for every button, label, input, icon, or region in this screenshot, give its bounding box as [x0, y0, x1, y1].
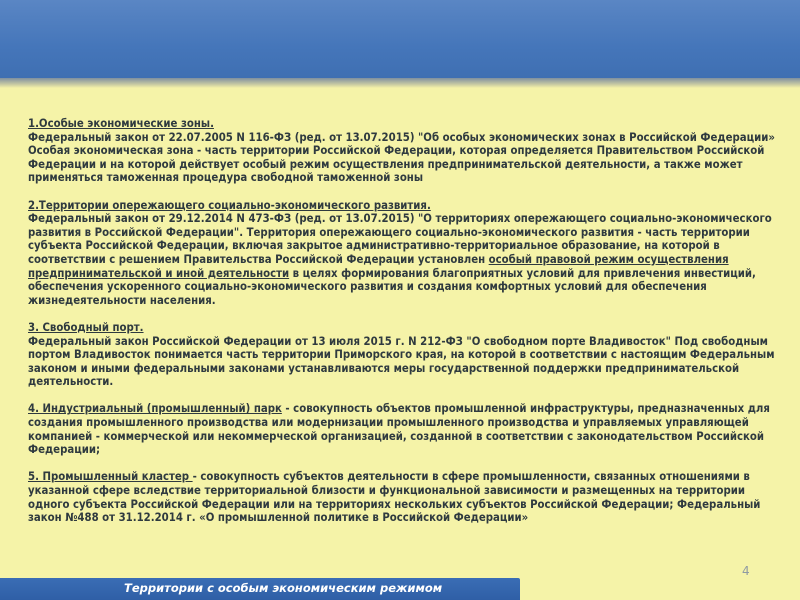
section-text: Федеральный закон от 29.12.2014 N 473-ФЗ (ред. от 13.07.2015) "О территориях опережающего социально-экономического развития в Российской Федерации". Территория опережающего социально-экономического развития - часть территории субъекта Российской Федерации, включая закрытое административно-территориальное образование, на которой в соответствии с решением Правительства Российской Федерации установлен: [28, 212, 772, 266]
page-number: 4: [742, 564, 750, 578]
footer-bar: [0, 578, 520, 600]
top-header-band: [0, 0, 800, 78]
section-text: Федеральный закон Российской Федерации от 13 июля 2015 г. N 212-ФЗ "О свободном порте Владивосток" Под свободным портом Владивосток понимается часть территории Приморского края, на которой в соответствии с настоящим Федеральным законом и иными федеральными законами устанавливаются меры государственной поддержки предпринимательской деятельности.: [28, 334, 775, 389]
section-text: - совокупность субъектов деятельности в сфере промышленности, связанных отношениями в указанной сфере вследствие территориальной близости и функциональной зависимости и размещенных на территории одного субъекта Российской Федерации или на территориях нескольких субъектов Российской Федерации; Федеральный закон №488 от 31.12.2014 г. «О промышленной политике в Российской Федерации»: [28, 470, 761, 525]
slide-body: [28, 117, 778, 538]
section-industrial-park: [28, 402, 778, 456]
section-heading: 2.Территории опережающего социально-экономического развития.: [28, 198, 431, 212]
header-shadow: [0, 78, 800, 88]
section-special-economic-zones: [28, 117, 778, 185]
section-heading: 4. Индустриальный (промышленный) парк: [28, 402, 282, 416]
section-industrial-cluster: [28, 470, 778, 524]
section-text: - совокупность объектов промышленной инфраструктуры, предназначенных для создания промышленного производства или модернизации промышленного производства и управляемых управляющей компанией - коммерческой или некоммерческой организацией, созданной в соответствии с законодательством Российской Федерации;: [28, 402, 770, 457]
special-regime-link[interactable]: особый правовой режим осуществления предпринимательской и иной деятельности: [28, 252, 729, 280]
section-heading: 1.Особые экономические зоны.: [28, 117, 214, 130]
section-free-port: [28, 321, 778, 389]
section-advanced-development-territories: [28, 199, 778, 308]
section-text: Федеральный закон от 22.07.2005 N 116-ФЗ (ред. от 13.07.2015) "Об особых экономических зонах в Российской Федерации» Особая экономическая зона - часть территории Российской Федерации, которая определяется Правительством Российской Федерации и на которой действует особый режим осуществления предпринимательской деятельности, а также может применяться таможенная процедура свободной таможенной зоны: [28, 130, 775, 185]
section-heading: 5. Промышленный кластер: [28, 470, 193, 484]
footer-title: Территории с особым экономическим режимом: [124, 581, 443, 595]
section-text-continued: в целях формирования благоприятных условий для привлечения инвестиций, обеспечения ускоренного социально-экономического развития и создания комфортных условий для обеспечения жизнедеятельности населения.: [28, 266, 756, 307]
section-heading: 3. Свободный порт.: [28, 320, 144, 334]
